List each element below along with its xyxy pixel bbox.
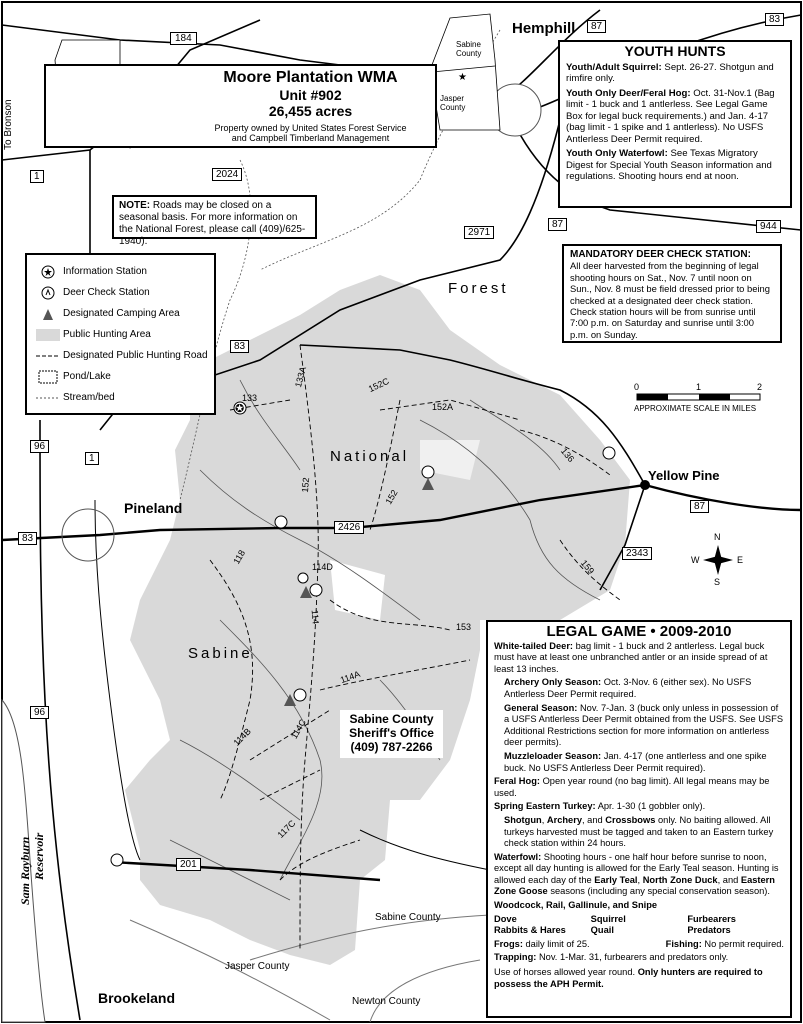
legend-item [33,261,208,282]
inset-jasper-label: Jasper County [440,94,466,112]
road-shield-1-north: 1 [30,170,44,183]
species-item: Furbearers [687,913,736,924]
legend-label: Deer Check Station [63,287,150,298]
deer-check-panel [562,244,782,343]
scale-tick-0: 0 [634,382,640,392]
archery-text: Oct. 3-Nov. 6 (either sex). No USFS Antlerless Deer Permit required. [504,677,752,699]
species-item: Predators [687,925,731,936]
information-station-icon: ✪ [235,403,245,415]
feral-hog-text: Open year round (no bag limit). All legal means may be used. [494,776,770,798]
compass-w: W [691,555,700,565]
camping-area-icon [41,307,55,321]
legend-label: Public Hunting Area [63,329,151,340]
scale-tick-2: 2 [757,382,763,392]
trapping-label: Trapping: [494,952,537,963]
fishing-text: No permit required. [704,938,784,949]
road-shield-2971: 2971 [464,226,494,239]
frogs-text: daily limit of 25. [525,938,590,949]
unit-number: Unit #902 [279,87,342,103]
compass-rose [703,545,733,575]
brookeland-label: Brookeland [98,990,176,1006]
deer-check-text: All deer harvested from the beginning of legal shooting hours on Sat., Nov. 7 until noon on Sun., Nov. 8 must be field dressed prior to being checked at a designated deer check station. Check station hours will be from sunrise until 7:00 p.m. on Saturday and sunrise until 3:00 p.m. on Sunday. [570,260,770,340]
road-label-159: 159 [578,558,597,576]
archery-label: Archery Only Season: [504,677,602,688]
road-label-153: 153 [456,622,472,632]
road-shield-1-south: 1 [85,452,99,465]
pineland-label: Pineland [124,500,183,516]
road-label-118: 118 [231,548,248,566]
legal-game-panel: LEGAL GAME • 2009-2010 White-tailed Deer: bag limit - 1 buck and 2 antlerless. Legal buck must have at least one unbranched antler or an inside spread of at least 13 inches. Archery Only Season: Oct. 3-Nov. 6 (either sex). No USFS Antlerless Deer Permit required. General Season: Nov. 7-Jan. 3 (buck only unless in possession of a USFS Antlerless Deer Permit obtained from the USFS. See USFS Additional Restrictions section for more information on antlerless deer permits). Muzzleloader Season: Jan. 4-17 (one antlerless and one spike buck. No USFS Antlerless Deer Permit required). Feral Hog: Open year round (no bag limit). All legal means may be used. Spring Eastern Turkey: Apr. 1-30 (1 gobbler only). Shotgun, Archery, and Crossbows only. No baiting allowed. All turkeys harvested must be tagged and taken to an Eastern turkey check station within 24 hours. Waterfowl: Shooting hours - one half hour before sunrise to noon, except all day hunting is allowed for the Early Teal season. Hunting is allowed each day of the Early Teal, North Zone Duck, and Eastern Zone Goose seasons (including any special conservation season). Woodcock, Rail, Gallinule, and Snipe Dove Squirrel Furbearers Rabbits & Hares Quail Predators Frogs: daily limit of 25. Fishing: No permit required. Trapping: Nov. 1-Mar. 31, furbearers and predators only. Use of horses allowed year round. Only hunters are required to possess the APH Permit. [486,620,792,1018]
general-season-label: General Season: [504,702,578,713]
youth-waterfowl-label: Youth Only Waterfowl: [566,148,668,159]
frogs-label: Frogs: [494,938,523,949]
note-text: Roads may be closed on a seasonal basis. For more information on the National Forest, please call (409)/625-1940). [119,200,306,247]
waterfowl-tail: seasons (including any special conservation season). [550,886,770,897]
compass-s: S [714,577,721,587]
title-panel [44,64,437,148]
turkey-text: Apr. 1-30 (1 gobbler only). [597,801,706,812]
newton-county-label: Newton County [352,996,421,1007]
acreage: 26,455 acres [268,103,353,119]
note-label: NOTE: [119,200,151,211]
muzzleloader-label: Muzzleloader Season: [504,750,602,761]
road-label-114c: 114C [288,717,308,741]
sabine-county-label: Sabine County [375,912,441,923]
sheriff-phone: (409) 787-2266 [350,740,433,754]
legend-label: Stream/bed [63,392,115,403]
legend-item [33,282,208,303]
youth-waterfowl-text: See Texas Migratory Digest for Special Youth Season information and regulations. Shooting hours end at noon. [566,148,772,182]
turkey-label: Spring Eastern Turkey: [494,801,596,812]
early-teal: Early Teal [594,874,638,885]
legend-item [33,345,208,366]
trapping-text: Nov. 1-Mar. 31, furbearers and predators only. [538,952,729,963]
road-shield-87-south: 87 [690,500,709,513]
legend-item [33,387,208,408]
turkey-means-3: Crossbows [605,814,656,825]
legend-item [33,366,208,387]
note-panel [112,195,317,247]
legal-game-heading: LEGAL GAME • 2009-2010 [546,623,732,640]
road-label-152c: 152C [366,375,391,395]
forest-label: Forest [448,280,509,297]
inset-sabine-label: Sabine County [456,40,482,58]
species-grid [494,914,784,937]
youth-hunts-panel [558,40,792,208]
whitetail-label: White-tailed Deer: [494,640,574,651]
youth-squirrel-text: Sept. 26-27. Shotgun and rimfire only. [566,61,774,84]
road-shield-83-east: 83 [765,13,784,26]
waterfowl-label: Waterfowl: [494,851,542,862]
reservoir-label-2: Reservoir [32,832,46,880]
legend-label: Designated Camping Area [63,308,180,319]
public-hunting-area-swatch [36,329,60,341]
hemphill-label: Hemphill [512,20,576,37]
aph-text: Only hunters are required to possess the APH Permit. [494,967,763,989]
horses-text: Use of horses allowed year round. [494,967,636,978]
turkey-means-1: Shotgun [504,814,542,825]
youth-squirrel-label: Youth/Adult Squirrel: [566,61,662,73]
road-shield-2426: 2426 [334,521,364,534]
road-label-114b: 114B [231,726,253,748]
legend-label: Information Station [63,266,147,277]
youth-deer-label: Youth Only Deer/Feral Hog: [566,87,691,99]
sabine-label: Sabine [188,645,253,662]
road-shield-96-south: 96 [30,706,49,719]
inset-star-icon: ★ [458,72,467,83]
road-shield-83-pineland: 83 [18,532,37,545]
road-shield-184: 184 [170,32,197,45]
road-label-114: 114 [309,609,321,625]
deer-check-heading: MANDATORY DEER CHECK STATION: [570,249,751,260]
waterfowl-text: Shooting hours - one half hour before sunrise to noon, except all day hunting is allowed for the Early Teal season. Hunting is allowed each day of the [494,851,779,885]
reservoir-label-1: Sam Rayburn [18,836,32,905]
road-shield-83-west: 83 [230,340,249,353]
road-label-152a: 152A [432,402,454,412]
youth-hunts-heading: YOUTH HUNTS [624,43,726,59]
pond-lake-swatch [38,370,58,384]
scale-tick-1: 1 [696,382,702,392]
turkey-means-text: only. No baiting allowed. All turkeys harvested must be tagged and taken to an Eastern turkey check station within 24 hours. [504,814,774,849]
youth-deer-text: Oct. 31-Nov.1 (Bag limit - 1 buck and 1 antlerless. See Legal Game Box for legal buck requirements.) and Jan. 4-17 (bag limit - 1 spike and 1 antlerless). No USFS Antlerless Deer Permit required. [566,87,775,145]
deer-check-station-icon [41,286,55,300]
stream-bed-line [36,393,60,403]
legend-label: Designated Public Hunting Road [63,350,208,361]
public-hunting-road-icon [36,351,60,361]
sheriff-panel [340,710,443,758]
road-label-114a: 114A [338,668,362,686]
road-shield-96-north: 96 [30,440,49,453]
wrg-label: Woodcock, Rail, Gallinule, and Snipe [494,900,658,911]
fishing-label: Fishing: [665,938,702,949]
road-shield-944: 944 [756,220,781,233]
north-zone-duck: North Zone Duck [642,874,718,885]
road-shield-87-mid: 87 [548,218,567,231]
turkey-means-2: Archery [546,814,583,825]
national-label: National [330,448,410,465]
road-shield-2024: 2024 [212,168,242,181]
ownership-line-1: Property owned by United States Forest Service [214,123,407,133]
legend-item [33,303,208,324]
species-item: Quail [590,925,614,936]
jasper-county-label: Jasper County [225,961,290,972]
compass-e: E [737,555,744,565]
ownership-line-2: and Campbell Timberland Management [231,133,390,143]
information-station-icon [41,265,55,279]
road-label-133a: 133A [292,365,309,389]
to-bronson-label: To Bronson [3,99,14,150]
road-shield-87-north: 87 [587,20,606,33]
road-shield-201: 201 [176,858,201,871]
road-label-117c: 117C [275,818,298,840]
legend-panel [25,253,216,415]
road-label-133: 133 [242,393,258,403]
road-label-136: 136 [558,446,577,464]
feral-hog-label: Feral Hog: [494,776,540,787]
sheriff-line-1: Sabine County [349,712,434,726]
road-shield-2343: 2343 [622,547,652,560]
eastern-zone-goose: Eastern Zone Goose [494,874,775,897]
muzzleloader-text: Jan. 4-17 (one antlerless and one spike buck. No USFS Antlerless Deer Permit required). [504,750,767,773]
compass-n: N [714,532,721,542]
sheriff-line-2: Sheriff's Office [349,726,434,740]
species-item: Squirrel [590,913,626,924]
scale-caption: APPROXIMATE SCALE IN MILES [634,404,757,413]
general-season-text: Nov. 7-Jan. 3 (buck only unless in possession of a USFS Antlerless Deer Permit obtained from the USFS. See USFS Additional Restrictions section for more information on antlerless deer permits). [504,702,784,748]
whitetail-text: bag limit - 1 buck and 2 antlerless. Legal buck must have at least one unbranched antler or an inside spread of at least 13 inches. [494,640,768,674]
legend-label: Pond/Lake [63,371,111,382]
road-label-114d: 114D [312,562,333,572]
wma-title: Moore Plantation WMA [223,69,398,86]
species-item: Rabbits & Hares [494,925,566,936]
legend-item [33,324,208,345]
species-item: Dove [494,913,517,924]
road-label-152-east: 152 [383,487,400,507]
deer-check-station-marker [298,573,308,583]
yellow-pine-label: Yellow Pine [648,468,720,483]
road-label-152: 152 [299,477,312,493]
scale-bar [637,394,760,400]
